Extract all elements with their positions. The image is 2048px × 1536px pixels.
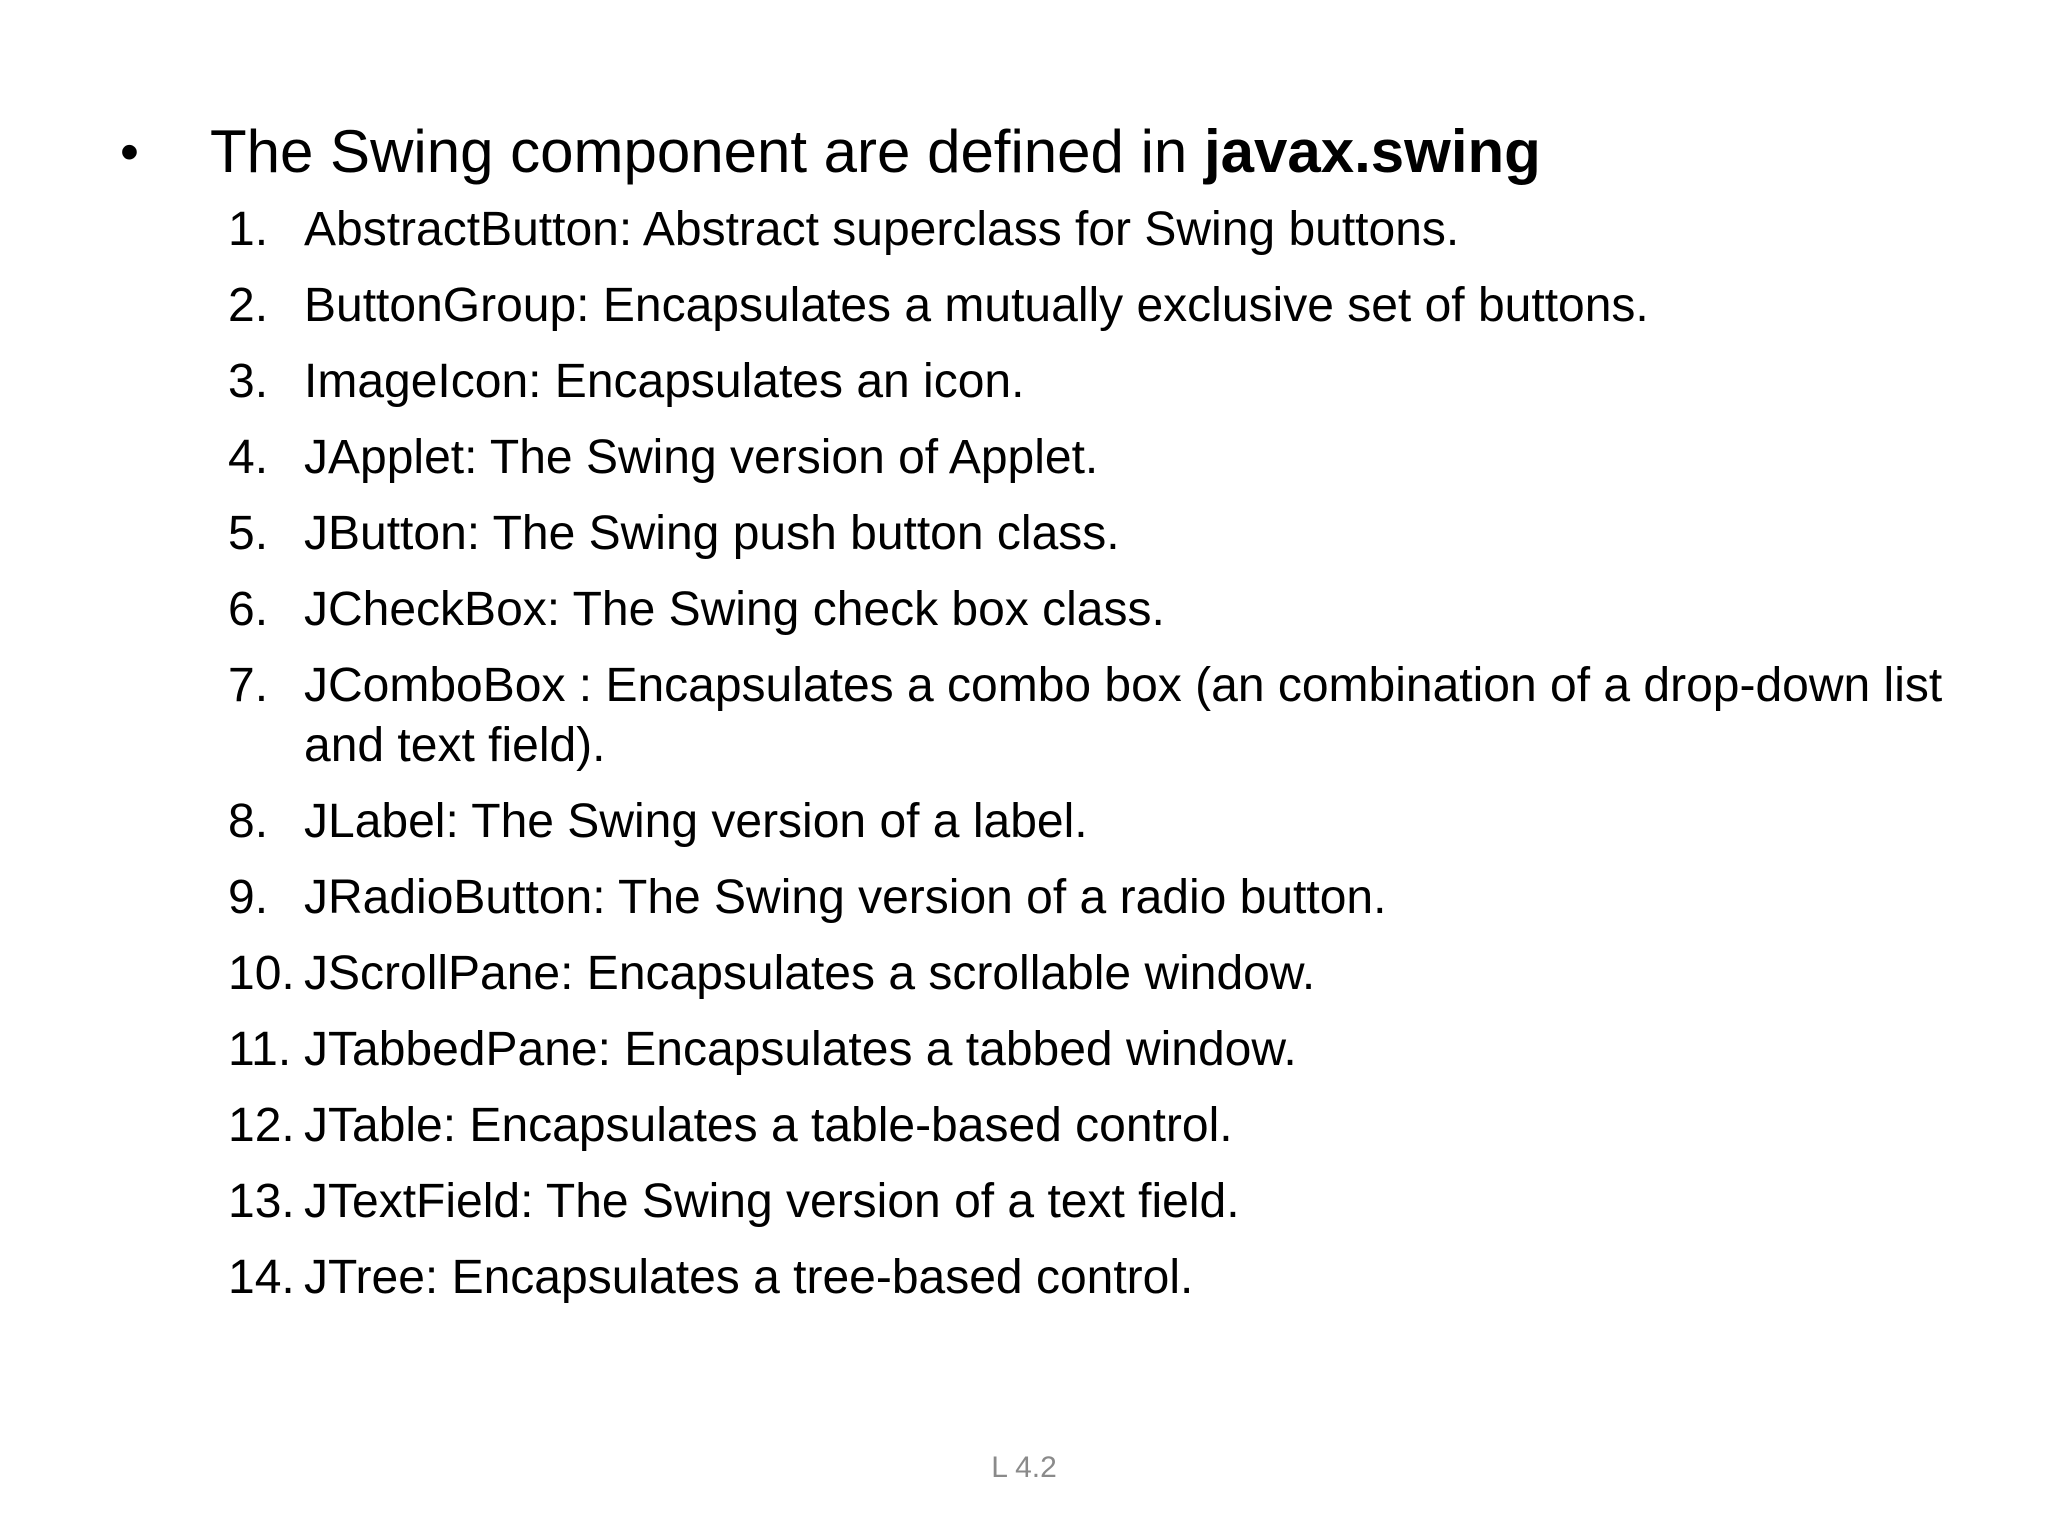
item-number: 5. (228, 507, 269, 560)
item-text: JTabbedPane: Encapsulates a tabbed window. (304, 1023, 1297, 1076)
item-number: 11. (228, 1023, 292, 1076)
item-text: JLabel: The Swing version of a label. (304, 795, 1088, 848)
item-text: JCheckBox: The Swing check box class. (304, 583, 1165, 636)
item-number: 8. (228, 795, 269, 848)
item-text: JTable: Encapsulates a table-based control. (304, 1099, 1233, 1152)
list-item (228, 580, 1948, 640)
item-text: JApplet: The Swing version of Applet. (304, 431, 1099, 484)
list-item (228, 1172, 1948, 1232)
list-item (228, 200, 1948, 260)
swing-component-list (228, 200, 1948, 1324)
item-text: ImageIcon: Encapsulates an icon. (304, 355, 1025, 408)
list-item (228, 504, 1948, 564)
item-text: JTree: Encapsulates a tree-based control. (304, 1251, 1194, 1304)
item-number: 2. (228, 279, 269, 332)
list-item (228, 1248, 1948, 1308)
list-item (228, 276, 1948, 336)
bullet-dot-icon: • (120, 122, 139, 182)
heading-bullet-line (120, 112, 1920, 192)
slide-footer-reference: L 4.2 (991, 1451, 1057, 1484)
item-number: 14. (228, 1251, 295, 1304)
list-item (228, 656, 1948, 776)
item-text: JRadioButton: The Swing version of a radio button. (304, 871, 1387, 924)
list-item (228, 1020, 1948, 1080)
list-item (228, 792, 1948, 852)
item-number: 12. (228, 1099, 295, 1152)
item-text: JComboBox : Encapsulates a combo box (an combination of a drop-down list and text field). (304, 659, 1943, 772)
item-number: 7. (228, 659, 269, 712)
item-number: 1. (228, 203, 269, 256)
list-item (228, 428, 1948, 488)
item-text: JScrollPane: Encapsulates a scrollable window. (304, 947, 1316, 1000)
item-number: 13. (228, 1175, 295, 1228)
heading-text (210, 112, 1541, 192)
item-number: 9. (228, 871, 269, 924)
item-text: AbstractButton: Abstract superclass for Swing buttons. (304, 203, 1460, 256)
heading-text-plain: The Swing component are defined in (210, 118, 1204, 185)
list-item (228, 1096, 1948, 1156)
heading-text-bold: javax.swing (1203, 118, 1541, 185)
item-number: 10. (228, 947, 295, 1000)
item-number: 3. (228, 355, 269, 408)
list-item (228, 868, 1948, 928)
item-number: 4. (228, 431, 269, 484)
item-text: ButtonGroup: Encapsulates a mutually exclusive set of buttons. (304, 279, 1649, 332)
item-number: 6. (228, 583, 269, 636)
list-item (228, 944, 1948, 1004)
item-text: JButton: The Swing push button class. (304, 507, 1120, 560)
item-text: JTextField: The Swing version of a text field. (304, 1175, 1240, 1228)
list-item (228, 352, 1948, 412)
